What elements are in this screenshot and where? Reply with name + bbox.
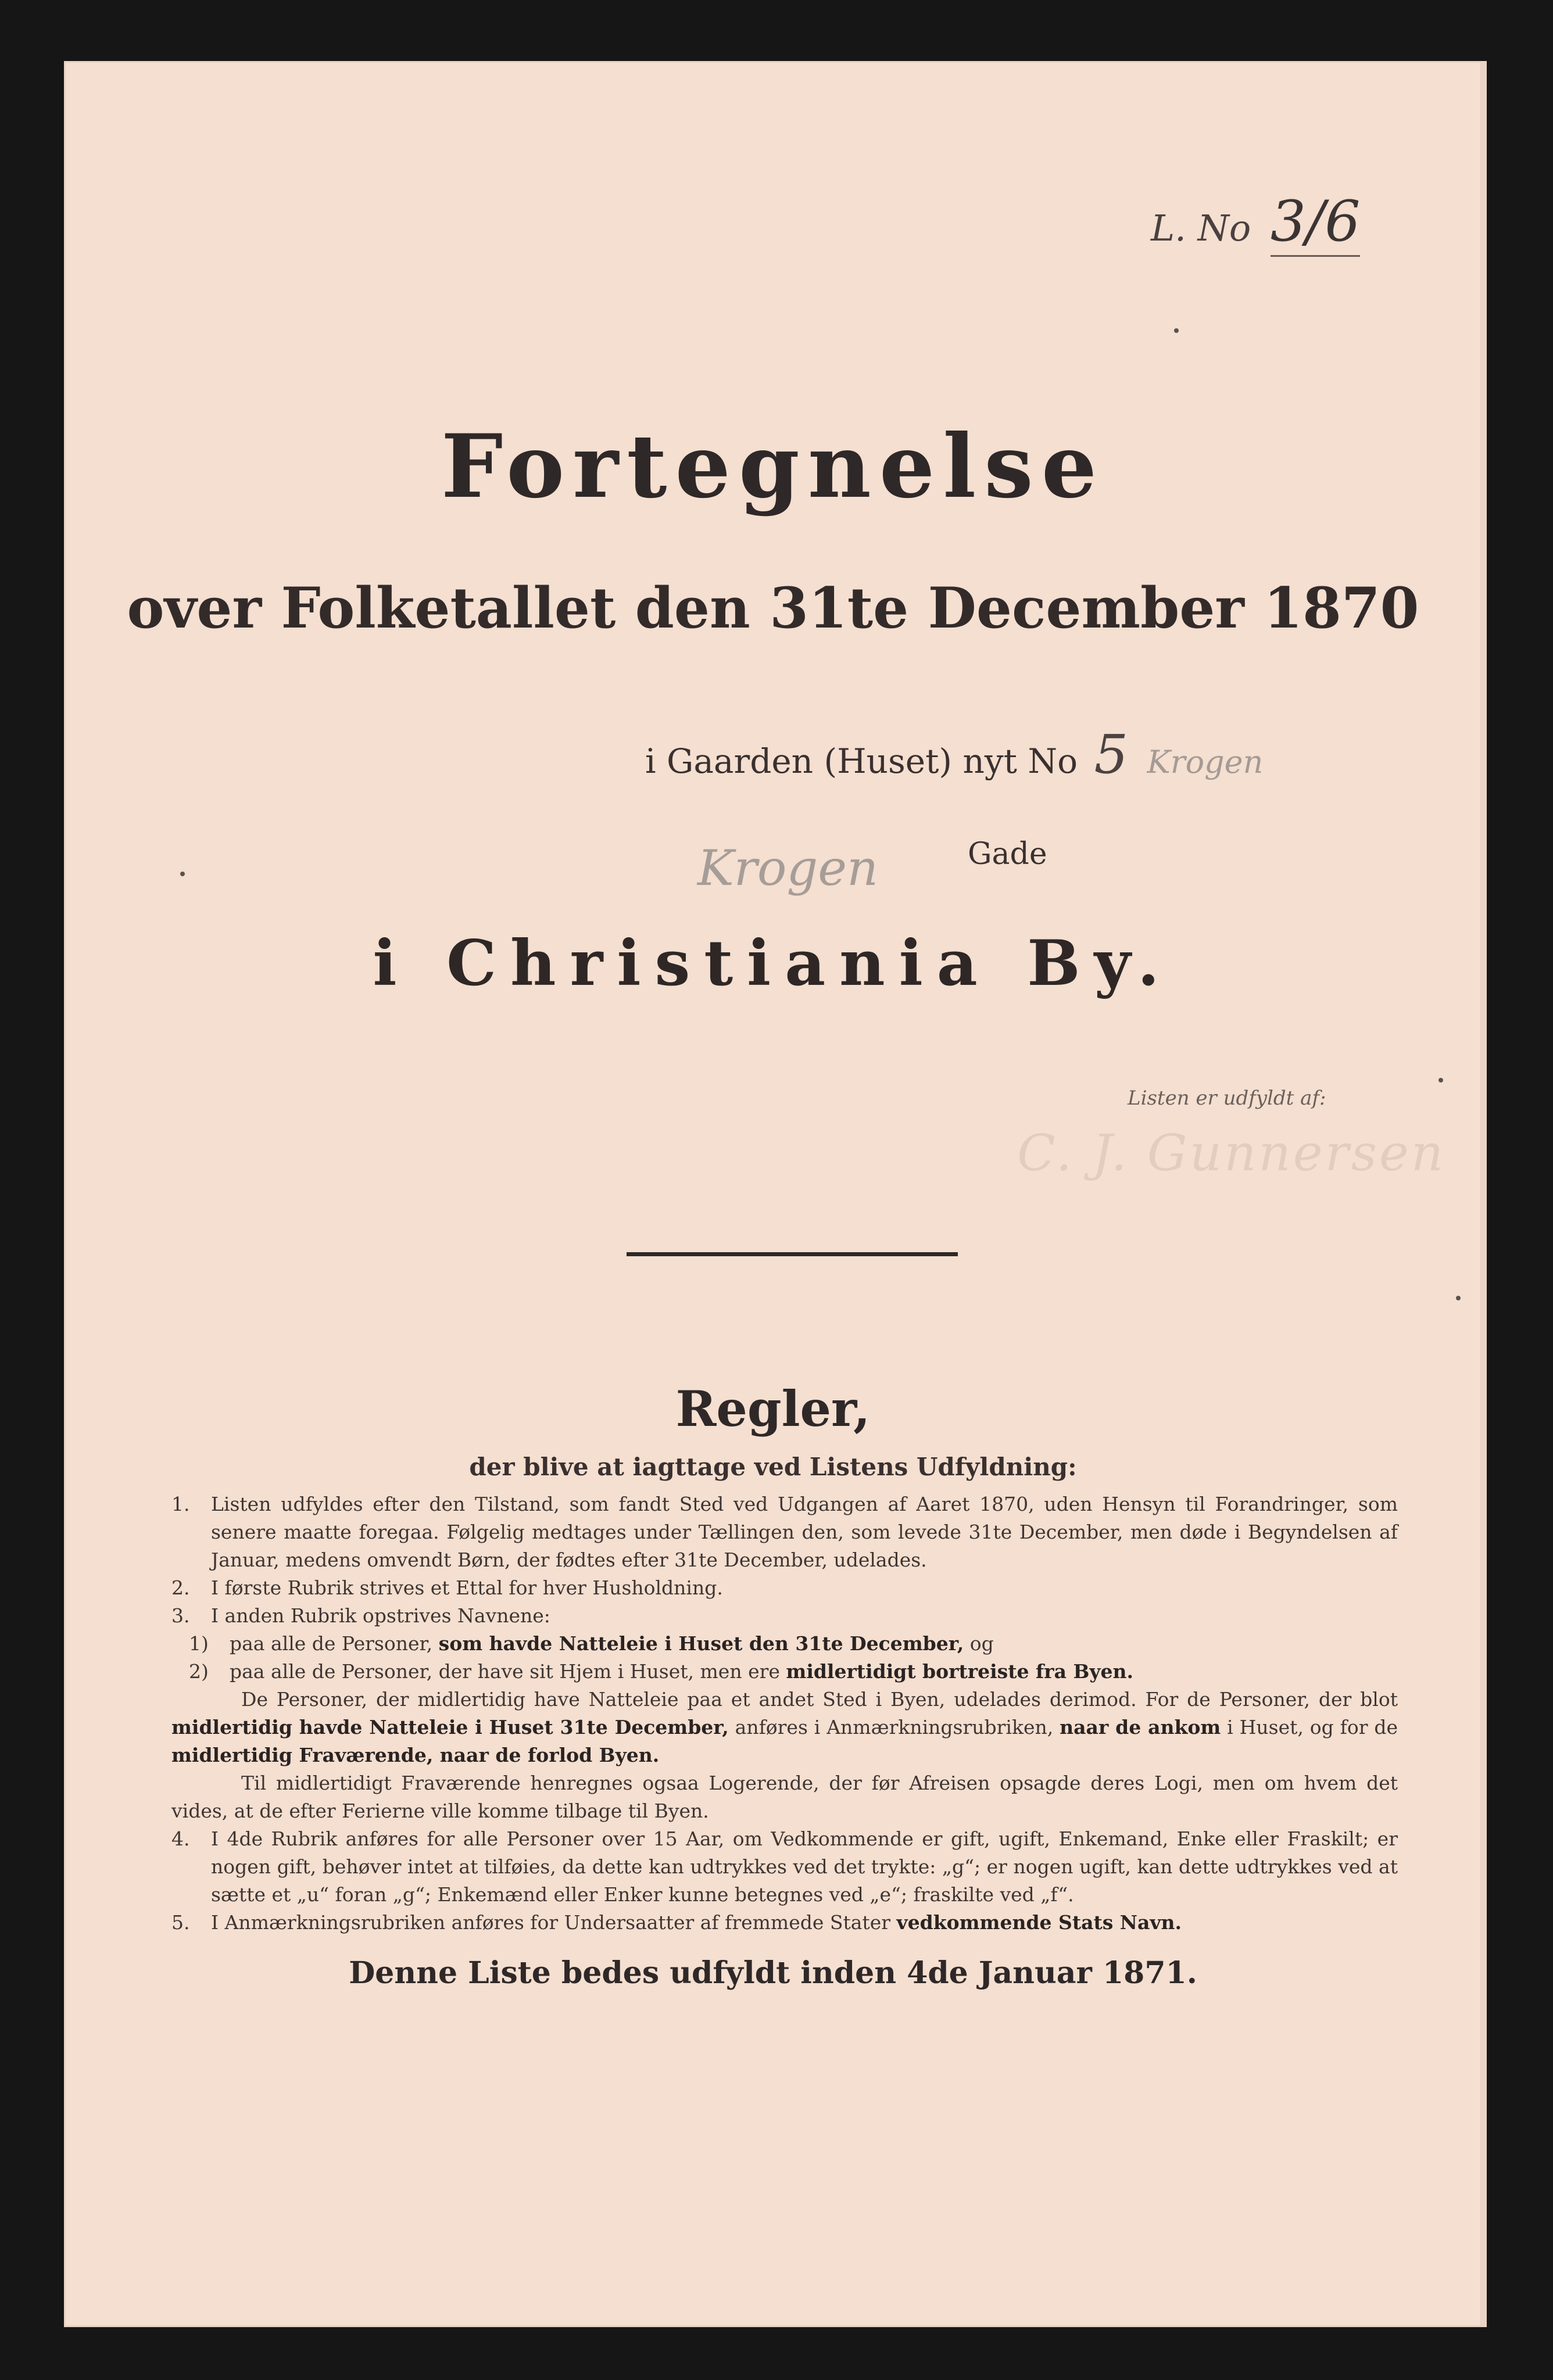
- rule-number: 5.: [171, 1911, 190, 1934]
- rule-3-item-1: [171, 1630, 1398, 1658]
- rule-3-paragraph-2: Til midlertidigt Fraværende henregnes ogsaa Logerende, der før Afreisen opsagde deres Logi, men om hvem det vides, at de efter Ferierne ville komme tilbage til Byen.: [171, 1772, 1398, 1822]
- rules-title: Regler,: [675, 1380, 871, 1438]
- sub-text: og: [969, 1632, 994, 1655]
- list-number-label: L. No: [1151, 207, 1251, 249]
- para-text-bold: midlertidig Fraværende, naar de forlod Byen.: [171, 1744, 660, 1766]
- filled-by-signature: C. J. Gunnersen: [1017, 1124, 1446, 1182]
- sub-text-bold: midlertidigt bortreiste fra Byen.: [786, 1660, 1133, 1683]
- house-number-label: i Gaarden (Huset) nyt No: [645, 741, 1078, 781]
- sub-text: paa alle de Personer, der have sit Hjem i Huset, men ere: [230, 1660, 780, 1683]
- street-name-handwritten: Krogen: [697, 840, 879, 897]
- rule-text-bold: vedkommende Stats Navn.: [896, 1911, 1182, 1934]
- para-text: De Personer, der midlertidig have Natteleie paa et andet Sted i Byen, udelades derimod. For de Personer, der blot: [241, 1688, 1398, 1711]
- para-text: anføres i Anmærkningsrubriken,: [735, 1716, 1054, 1739]
- rule-number: 4.: [171, 1827, 190, 1850]
- list-number: [1151, 189, 1360, 254]
- document-subtitle: over Folketallet den 31te December 1870: [127, 575, 1419, 641]
- divider-rule: [627, 1252, 958, 1256]
- para-text-bold: midlertidig havde Natteleie i Huset 31te December,: [171, 1716, 729, 1739]
- house-number-line: [645, 723, 1263, 786]
- paper-speck: [1456, 1296, 1461, 1300]
- house-street-faint: Krogen: [1147, 744, 1264, 780]
- street-label: Gade: [968, 837, 1047, 872]
- rule-3-paragraph-1: [171, 1686, 1398, 1769]
- rule-text: I første Rubrik strives et Ettal for hver Husholdning.: [211, 1576, 723, 1599]
- sub-number: 1): [189, 1632, 209, 1655]
- city-line: i Christiania By.: [373, 927, 1173, 1000]
- rules-list: [171, 1490, 1398, 1937]
- rule-number: 2.: [171, 1576, 190, 1599]
- paper-speck: [1174, 328, 1179, 333]
- rule-text: Listen udfyldes efter den Tilstand, som fandt Sted ved Udgangen af Aaret 1870, uden Hensyn til Forandringer, som senere maatte foregaa. Følgelig medtages under Tællingen den, som levede 31te December, men døde i Begyndelsen af Januar, medens omvendt Børn, der fødtes efter 31te December, udelades.: [211, 1493, 1398, 1571]
- rule-number: 1.: [171, 1493, 190, 1515]
- rule-3: [171, 1602, 1398, 1630]
- rule-text: I 4de Rubrik anføres for alle Personer over 15 Aar, om Vedkommende er gift, ugift, Enkemand, Enke eller Fraskilt; er nogen gift, behøver intet at tilføies, da dette kan udtrykkes ved det trykte: „g“; er nogen ugift, kan dette udtrykkes ved at sætte et „u“ foran „g“; Enkemænd eller Enker kunne betegnes ved „e“; fraskilte ved „f“.: [211, 1827, 1398, 1906]
- rule-number: 3.: [171, 1604, 190, 1627]
- rules-subtitle: der blive at iagttage ved Listens Udfyldning:: [469, 1453, 1077, 1481]
- sub-text-bold: som havde Natteleie i Huset den 31te December,: [438, 1632, 964, 1655]
- rule-1: [171, 1490, 1398, 1574]
- census-form-page: [64, 61, 1482, 2327]
- paper-speck: [180, 872, 185, 876]
- sub-number: 2): [189, 1660, 209, 1683]
- rule-3-item-2: [171, 1658, 1398, 1686]
- rule-text: I anden Rubrik opstrives Navnene:: [211, 1604, 550, 1627]
- rule-5: [171, 1909, 1398, 1937]
- list-number-value: 3/6: [1271, 189, 1361, 257]
- rule-text: I Anmærkningsrubriken anføres for Undersaatter af fremmede Stater: [211, 1911, 891, 1934]
- deadline-line: Denne Liste bedes udfyldt inden 4de Januar 1871.: [349, 1955, 1197, 1991]
- filled-by-label: Listen er udfyldt af:: [1128, 1087, 1326, 1110]
- para-text-bold: naar de ankom: [1060, 1716, 1221, 1739]
- paper-speck: [1439, 1078, 1443, 1083]
- para-text: i Huset, og for de: [1227, 1716, 1398, 1739]
- house-number-value: 5: [1094, 723, 1128, 786]
- rule-4: [171, 1825, 1398, 1909]
- document-title: Fortegnelse: [441, 415, 1105, 518]
- sub-text: paa alle de Personer,: [230, 1632, 433, 1655]
- rule-2: [171, 1574, 1398, 1602]
